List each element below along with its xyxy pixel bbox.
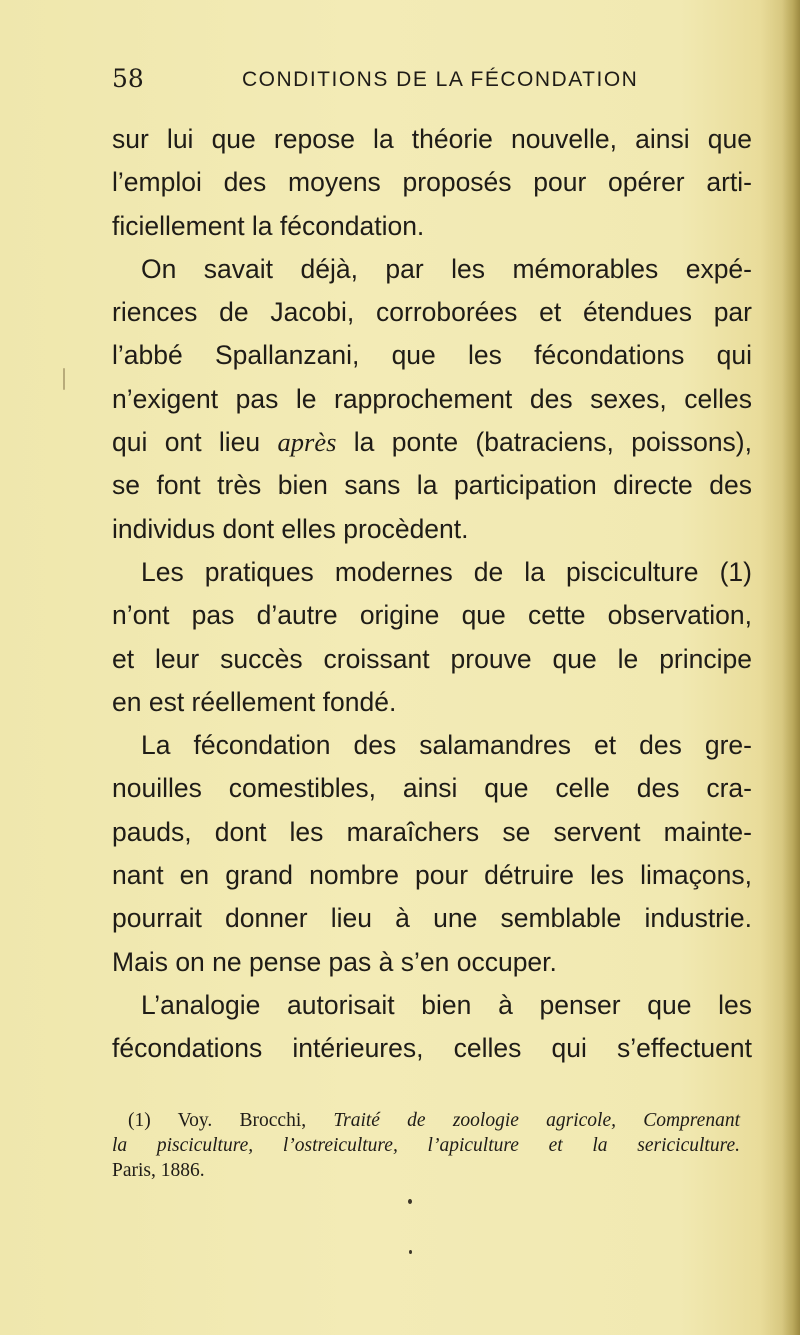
running-title: CONDITIONS DE LA FÉCONDATION [242, 68, 639, 91]
text-line: et leur succès croissant prouve que le principe [112, 643, 752, 674]
text-line: nouilles comestibles, ainsi que celle des cra- [112, 773, 752, 804]
page-number: 58 [112, 64, 144, 93]
page-header [112, 64, 732, 104]
text-line: fécondations intérieures, celles qui s’effectuent [112, 1033, 752, 1064]
ink-speck [63, 368, 65, 390]
footnote-title: Traité de zoologie agricole, Comprenant [333, 1110, 740, 1131]
footnote-line [112, 1158, 740, 1183]
text-line: On savait déjà, par les mémorables expé- [141, 253, 752, 284]
page-edge-shadow [782, 0, 800, 1335]
text-line: sur lui que repose la théorie nouvelle, ainsi que [112, 124, 752, 154]
text-line: riences de Jacobi, corroborées et étendues par [112, 297, 752, 328]
footnote-prefix: (1) Voy. Brocchi, [128, 1110, 334, 1131]
text-line: La fécondation des salamandres et des gre- [141, 730, 752, 761]
footnote [112, 1108, 740, 1183]
text-fragment: qui ont lieu [112, 427, 278, 458]
footnote-place-date: Paris, 1886. [112, 1160, 205, 1181]
text-line: l’emploi des moyens proposés pour opérer arti- [112, 167, 752, 198]
ink-speck [409, 1250, 412, 1254]
text-line: pauds, dont les maraîchers se servent mainte- [112, 816, 752, 847]
text-line-with-emphasis [112, 421, 752, 464]
text-line: n’ont pas d’autre origine que cette observation, [112, 600, 752, 631]
footnote-line [112, 1133, 740, 1158]
text-line: n’exigent pas le rapprochement des sexes, celles [112, 383, 752, 414]
text-line: Les pratiques modernes de la pisciculture (1) [141, 556, 752, 587]
ink-speck [408, 1199, 412, 1204]
text-line: se font très bien sans la participation directe des [112, 470, 752, 501]
text-fragment: la ponte (batraciens, poissons), [336, 427, 752, 458]
footnote-line [112, 1108, 740, 1133]
emphasis-apres: après [277, 427, 337, 458]
body-text [112, 118, 752, 1071]
text-line: Mais on ne pense pas à s’en occuper. [112, 946, 557, 977]
text-line: ficiellement la fécondation. [112, 210, 425, 241]
text-line: L’analogie autorisait bien à penser que les [141, 989, 752, 1020]
footnote-title-cont: la pisciculture, l’ostreiculture, l’apiculture et la sericiculture. [112, 1135, 740, 1156]
text-line: nant en grand nombre pour détruire les limaçons, [112, 860, 752, 891]
text-line: l’abbé Spallanzani, que les fécondations qui [112, 340, 752, 371]
text-line: en est réellement fondé. [112, 686, 397, 717]
text-line: individus dont elles procèdent. [112, 513, 469, 544]
text-line: pourrait donner lieu à une semblable industrie. [112, 903, 752, 934]
